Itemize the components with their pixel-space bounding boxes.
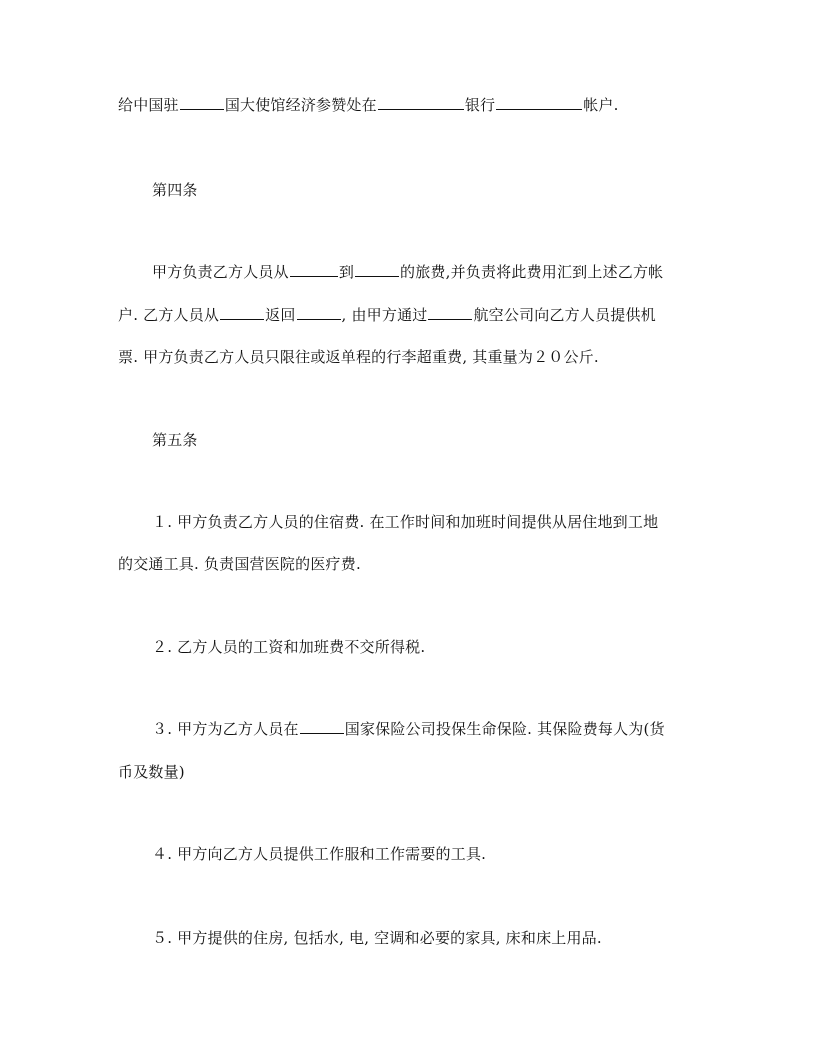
article-5-item-3-line-1 (152, 717, 752, 741)
article-5-item-3-line-2: 币及数量) (118, 763, 185, 781)
text-segment: 返回 (265, 306, 296, 324)
article-5-item-1-line-2: 的交通工具. 负责国营医院的医疗费. (118, 555, 361, 573)
article-4-line-3: 票. 甲方负责乙方人员只限往或返单程的行李超重费, 其重量为２０公斤. (118, 348, 599, 366)
fill-blank-return-from (220, 303, 264, 320)
fill-blank-bank (378, 93, 464, 110)
text-segment: ３. 甲方为乙方人员在 (152, 720, 299, 738)
text-segment: 户. 乙方人员从 (118, 306, 220, 324)
article-5-item-5: ５. 甲方提供的住房, 包括水, 电, 空调和必要的家具, 床和床上用品. (152, 929, 602, 947)
fill-blank-origin (290, 260, 338, 277)
text-segment: 给中国驻 (118, 96, 179, 114)
text-segment: 航空公司向乙方人员提供机 (473, 306, 656, 324)
article-5-item-4: ４. 甲方向乙方人员提供工作服和工作需要的工具. (152, 845, 487, 863)
article-4-heading: 第四条 (152, 181, 198, 199)
text-segment: 帐户. (583, 96, 619, 114)
article-4-line-1 (152, 260, 752, 284)
fill-blank-account (496, 93, 582, 110)
text-segment: , 由甲方通过 (341, 306, 428, 324)
text-segment: 的旅费,并负责将此费用汇到上述乙方帐 (400, 263, 664, 281)
article-4-line-2 (118, 303, 718, 327)
fill-blank-return-to (297, 303, 341, 320)
text-segment: 银行 (464, 96, 496, 114)
fill-blank-insurance-country (300, 717, 344, 734)
fill-blank-airline (428, 303, 472, 320)
article-5-heading: 第五条 (152, 431, 198, 449)
paragraph-embassy-account (118, 93, 718, 117)
text-segment: 到 (338, 263, 355, 281)
fill-blank-country (180, 93, 224, 110)
text-segment: 国大使馆经济参赞处在 (224, 96, 377, 114)
text-segment: 甲方负责乙方人员从 (152, 263, 289, 281)
article-5-item-1-line-1: １. 甲方负责乙方人员的住宿费. 在工作时间和加班时间提供从居住地到工地 (152, 513, 659, 531)
text-segment: 国家保险公司投保生命保险. 其保险费每人为(货 (344, 720, 665, 738)
article-5-item-2: ２. 乙方人员的工资和加班费不交所得税. (152, 638, 426, 656)
fill-blank-destination (355, 260, 399, 277)
